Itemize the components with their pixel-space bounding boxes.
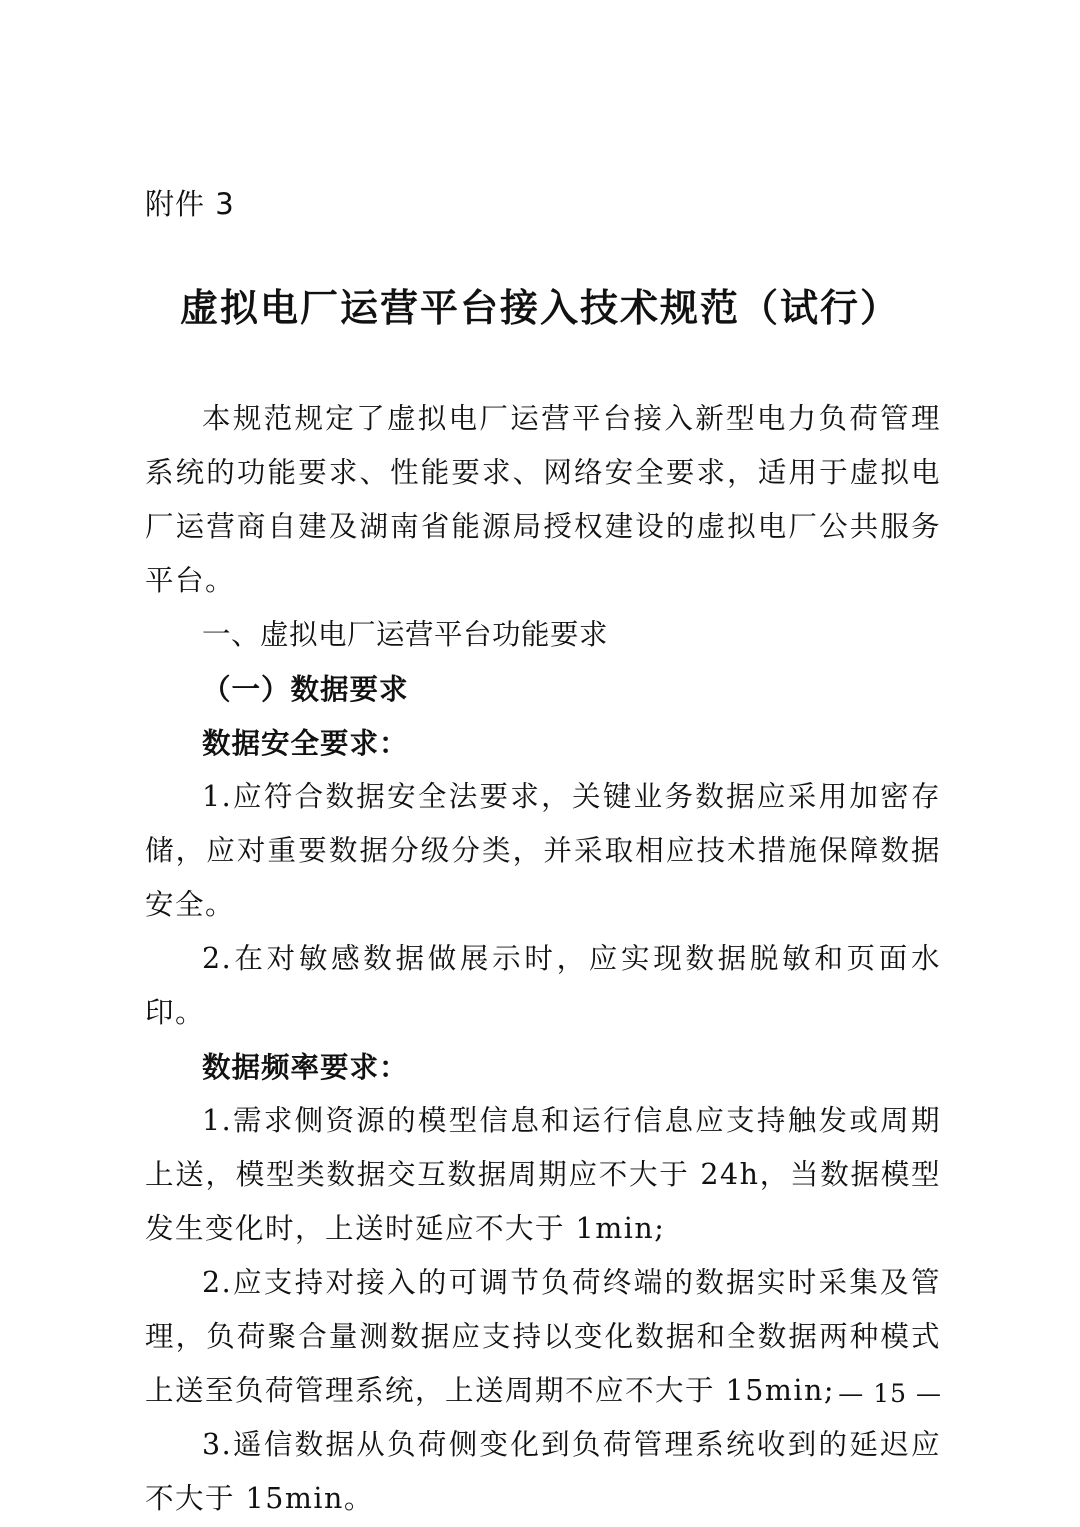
page-number: — 15 —: [838, 1379, 942, 1408]
data-frequency-heading: 数据频率要求：: [202, 1050, 409, 1084]
data-frequency-item: 3.遥信数据从负荷侧变化到负荷管理系统收到的延迟应不大于 15min。: [145, 1428, 941, 1515]
data-frequency-item: 2.应支持对接入的可调节负荷终端的数据实时采集及管理，负荷聚合量测数据应支持以变化数据和全数据两种模式上送至负荷管理系统，上送周期不应不大于 15min;: [145, 1266, 941, 1407]
intro-paragraph: 本规范规定了虚拟电厂运营平台接入新型电力负荷管理系统的功能要求、性能要求、网络安全要求，适用于虚拟电厂运营商自建及湖南省能源局授权建设的虚拟电厂公共服务平台。: [145, 402, 941, 597]
document-title: 虚拟电厂运营平台接入技术规范（试行）: [179, 286, 900, 330]
data-security-item: 2.在对敏感数据做展示时，应实现数据脱敏和页面水印。: [145, 942, 941, 1029]
data-frequency-item: 1.需求侧资源的模型信息和运行信息应支持触发或周期上送，模型类数据交互数据周期应不大于 24h，当数据模型发生变化时，上送时延应不大于 1min;: [145, 1104, 941, 1245]
attachment-label: 附件 3: [145, 187, 235, 221]
subsection-heading: （一）数据要求: [202, 672, 409, 706]
data-security-heading: 数据安全要求：: [202, 726, 409, 760]
document-body: [145, 392, 941, 1526]
section-heading: 一、虚拟电厂运营平台功能要求: [202, 618, 609, 651]
data-security-item: 1.应符合数据安全法要求，关键业务数据应采用加密存储，应对重要数据分级分类，并采取相应技术措施保障数据安全。: [145, 780, 941, 921]
